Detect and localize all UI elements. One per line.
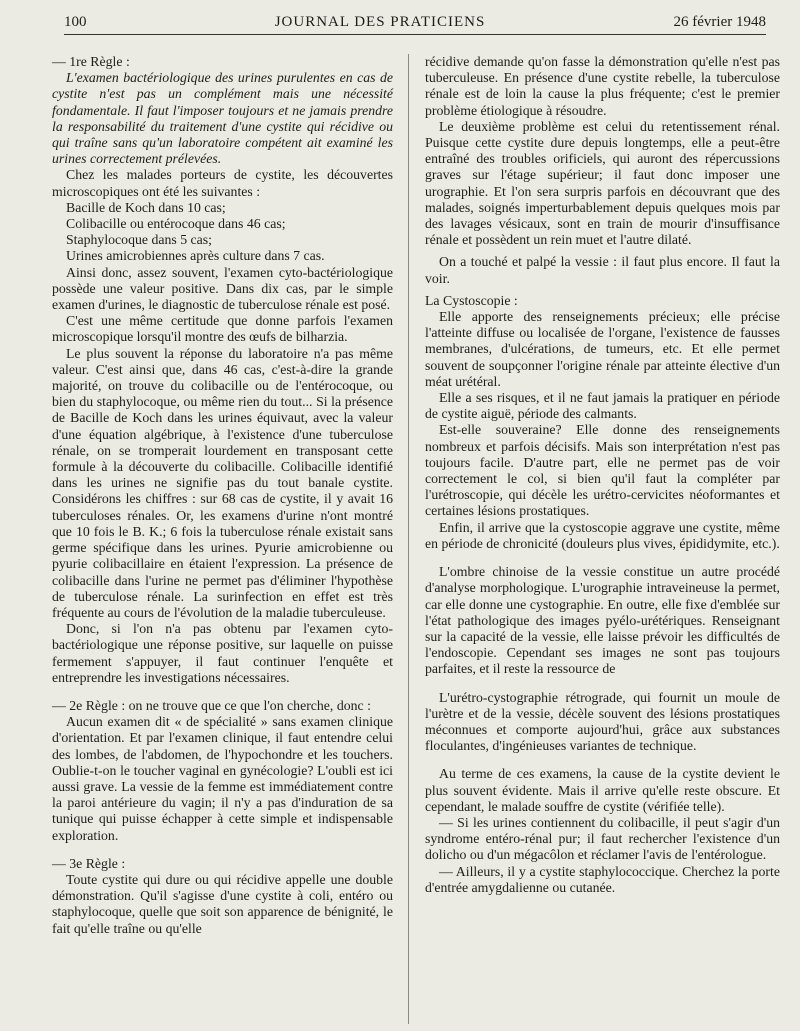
paragraph: — Ailleurs, il y a cystite staphylococcique. Cherchez la porte d'entrée amygdalienne ou cutanée. xyxy=(425,863,780,895)
paragraph: Ainsi donc, assez souvent, l'examen cyto-bactériologique possède une valeur positive. Dans dix cas, par le simple examen d'urines, le diagnostic de tuberculose rénale est posé. xyxy=(52,264,393,313)
column-divider xyxy=(408,54,409,1024)
paragraph: L'ombre chinoise de la vessie constitue un autre procédé d'analyse morphologique. L'urographie intraveineuse la permet, car elle donne une cystographie. En outre, elle fixe d'emblée sur l'état pathologique des images pyélo-urétériques. Renseignant sur la capacité de la vessie, elle laisse prévoir les difficultés de l'endoscopie. Cependant ses images ne sont pas toujours parfaites, et il reste la ressource de xyxy=(425,564,780,677)
list-item: Staphylocoque dans 5 cas; xyxy=(66,232,212,248)
right-column xyxy=(425,54,780,896)
paragraph: Elle apporte des renseignements précieux; elle précise l'atteinte diffuse ou localisée de l'organe, l'existence de fausses membranes, d'ulcérations, de tumeurs, etc. Et elle permet souvent de soupçonner l'origine rénale par atteinte élective d'un méat urétéral. xyxy=(425,309,780,389)
rule-3-heading: — 3e Règle : xyxy=(52,855,126,871)
paragraph: Le plus souvent la réponse du laboratoire n'a pas même valeur. C'est ainsi que, dans 46 cas, c'est-à-dire la grande majorité, on trouve du colibacille ou de l'entérocoque, ou bien du staphylocoque, ou même rien du tout... Si la présence de Bacille de Koch dans les urines équivaut, avec la valeur d'une équation algébrique, à l'existence d'une tuberculose rénale, on se tromperait lourdement en transposant cette formule à la découverte du colibacille. Colibacille identifié dans les urines ne signifie pas du tout banale cystite. Considérons les chiffres : sur 68 cas de cystite, il y avait 16 tuberculoses rénales. Or, les examens d'urine n'ont montré que 10 fois le B. K.; 6 fois la tuberculose rénale existait sans germe spécifique dans les urines. Pyurie amicrobienne ou pyurie colibacillaire en étaient l'expression. La présence de colibacille dans l'urine ne permet pas d'éliminer l'hypothèse de tuberculose rénale. La surinfection en effet est très fréquente au cours de l'évolution de la maladie tuberculeuse. xyxy=(52,345,393,620)
paragraph: Donc, si l'on n'a pas obtenu par l'examen cyto-bactériologique une réponse positive, sur laquelle on puisse fermement s'appuyer, il faut continuer l'enquête et entreprendre les investigations nécessaires. xyxy=(52,621,393,685)
paragraph: récidive demande qu'on fasse la démonstration qu'elle n'est pas tuberculeuse. En présence d'une cystite rebelle, la tuberculose rénale est de loin la cause la plus fréquente; c'est le premier problème étiologique à résoudre. xyxy=(425,54,780,118)
paragraph: Aucun examen dit « de spécialité » sans examen clinique d'orientation. Et par l'examen clinique, il faut entendre celui des lombes, de l'abdomen, de l'hypochondre et les touchers. Oublie-t-on le toucher vaginal en gynécologie? L'oubli est ici aussi grave. La vessie de la femme est immédiatement contre la paroi antérieure du vagin; il n'y a pas d'induration de sa tunique qui puisse échapper à cette simple et indispensable exploration. xyxy=(52,714,393,843)
paragraph: Toute cystite qui dure ou qui récidive appelle une double démonstration. Qu'il s'agisse d'une cystite à coli, entéro ou staphylocoque, quelle que soit son apparence de bénignité, le fait qu'elle traîne ou qu'elle xyxy=(52,871,393,936)
rule-2-heading: — 2e Règle : on ne trouve que ce que l'on cherche, donc : xyxy=(52,697,371,713)
rule-1-heading: — 1re Règle : xyxy=(52,54,130,69)
paragraph: Elle a ses risques, et il ne faut jamais la pratiquer en période de cystite aiguë, période des calmants. xyxy=(425,390,780,422)
page-number: 100 xyxy=(64,13,87,30)
list-item: Colibacille ou entérocoque dans 46 cas; xyxy=(66,216,286,232)
list-item: Bacille de Koch dans 10 cas; xyxy=(66,199,226,215)
paragraph: Est-elle souveraine? Elle donne des renseignements nombreux et parfois décisifs. Mais son interprétation n'est pas toujours facile. D'autre part, elle ne permet pas de voir correctement le col, si bien qu'il faut la compléter par l'urétroscopie, qui décèle les urétro-cervicites néoformantes et certaines lésions prostatiques. xyxy=(425,422,780,519)
page-header xyxy=(64,10,766,35)
paragraph: L'examen bactériologique des urines purulentes en cas de cystite n'est pas un complément mais une nécessité fondamentale. Il faut l'imposer toujours et ne jamais prendre la responsabilité du traitement d'une cystite qui récidive ou qui traîne sans qu'un laboratoire compétent ait examiné les urines correctement prélevées. xyxy=(52,70,393,167)
issue-date: 26 février 1948 xyxy=(673,13,766,30)
paragraph: Chez les malades porteurs de cystite, les découvertes microscopiques ont été les suivantes : xyxy=(52,167,393,199)
paragraph: Au terme de ces examens, la cause de la cystite devient le plus souvent évidente. Mais il arrive qu'elle reste obscure. Et cependant, le malade souffre de cystite (vérifiée telle). xyxy=(425,766,780,814)
cystoscopy-heading: La Cystoscopie : xyxy=(425,292,518,308)
paragraph: Enfin, il arrive que la cystoscopie aggrave une cystite, même en période de chronicité (douleurs plus vives, épididymite, etc.). xyxy=(425,519,780,551)
paragraph: C'est une même certitude que donne parfois l'examen microscopique lorsqu'il montre des œufs de bilharzia. xyxy=(52,313,393,345)
left-column xyxy=(52,54,393,937)
list-item: Urines amicrobiennes après culture dans 7 cas. xyxy=(66,248,325,264)
paragraph: — Si les urines contiennent du colibacille, il peut s'agir d'un syndrome entéro-rénal pur; il faut rechercher l'existence d'un dolicho ou d'un mégacôlon et réclamer l'avis de l'entérologue. xyxy=(425,814,780,863)
paragraph: On a touché et palpé la vessie : il faut plus encore. Il faut la voir. xyxy=(425,254,780,286)
paragraph: Le deuxième problème est celui du retentissement rénal. Puisque cette cystite dure depuis longtemps, elle a peut-être entraîné des troubles orificiels, qui auront des répercussions graves sur l'étage supérieur; il faut donc imposer une urographie. Et l'on sera surpris parfois en découvrant que des malades, soignés imperturbablement depuis quelques mois par des lavages vésicaux, sont en train de mourir d'insuffisance rénale et possèdent un rein muet et l'autre dilaté. xyxy=(425,118,780,248)
journal-title: JOURNAL DES PRATICIENS xyxy=(274,13,486,30)
paragraph: L'urétro-cystographie rétrograde, qui fournit un moule de l'urètre et de la vessie, décèle souvent des lésions prostatiques méconnues et comporte aujourd'hui, grâce aux substances floculantes, d'ingénieuses variantes de technique. xyxy=(425,689,780,754)
